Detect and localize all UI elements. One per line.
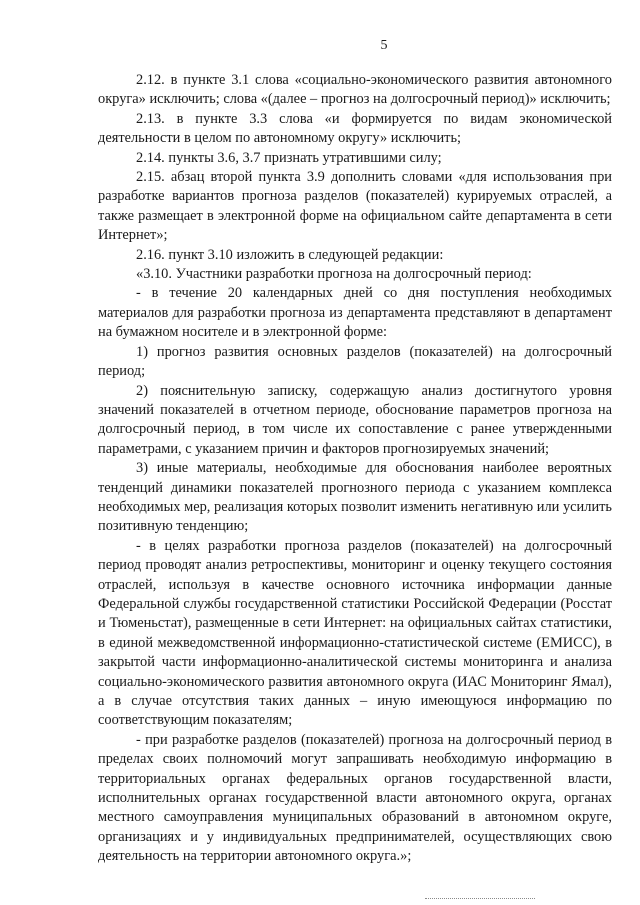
paragraph-item-1: 1) прогноз развития основных разделов (показателей) на долгосрочный период; (98, 343, 612, 380)
paragraph-2-14: 2.14. пункты 3.6, 3.7 признать утратившими силу; (136, 149, 442, 166)
paragraph-2-16: 2.16. пункт 3.10 изложить в следующей редакции: (136, 246, 444, 263)
paragraph-item-2: 2) пояснительную записку, содержащую анализ достигнутого уровня значений показателей в отчетном периоде, обоснование параметров прогноза на долгосрочный период, в том числе их сопоставление с ранее утвержденными параметрами, с указанием причин и факторов прогнозируемых значений; (98, 382, 612, 457)
page-number: 5 (380, 38, 388, 53)
paragraph-2-15: 2.15. абзац второй пункта 3.9 дополнить словами «для использования при разработке вариантов прогноза разделов (показателей) курируемых отраслей, а также размещает в электронной форме на официальном сайте департамента в сети Интернет»; (98, 169, 612, 244)
paragraph-requests: - при разработке разделов (показателей) прогноза на долгосрочный период в пределах своих полномочий могут запрашивать необходимую информацию в территориальных органах федеральных органов государственной власти, исполнительных органах государственной власти автономного округа, органах местного самоуправления муниципальных образований в автономном округе, организациях и у индивидуальных предпринимателей, осуществляющих свою деятельность на территории автономного округа.»; (98, 731, 612, 865)
scan-artifact-line (425, 898, 535, 901)
paragraph-3-10-heading: «3.10. Участники разработки прогноза на долгосрочный период: (136, 266, 532, 283)
paragraph-2-13: 2.13. в пункте 3.3 слова «и формируется по видам экономической деятельности в целом по автономному округу» исключить; (98, 110, 612, 147)
paragraph-item-3: 3) иные материалы, необходимые для обоснования наиболее вероятных тенденций динамики показателей прогнозного периода с указанием комплекса необходимых мер, реализация которых позволит изменить негативную или усилить позитивную тенденцию; (98, 460, 612, 535)
paragraph-submission-term: - в течение 20 календарных дней со дня поступления необходимых материалов для разработки прогноза из департамента представляют в департамент на бумажном носителе и в электронной форме: (98, 285, 612, 341)
paragraph-2-12: 2.12. в пункте 3.1 слова «социально-экономического развития автономного округа» исключить; слова «(далее – прогноз на долгосрочный период)» исключить; (98, 72, 612, 108)
paragraph-analysis: - в целях разработки прогноза разделов (показателей) на долгосрочный период проводят анализ ретроспективы, мониторинг и оценку текущего состояния отраслей, используя в качестве основного источника информации данные Федеральной службы государственной статистики Российской Федерации (Росстат и Тюменьстат), размещенные в сети Интернет: на официальных сайтах статистики, в единой межведомственной информационно-статистической системе (ЕМИСС), в закрытой части информационно-аналитической системы мониторинга и анализа социально-экономического развития автономного округа (ИАС Мониторинг Ямал), а в случае отсутствия таких данных – иную имеющуюся информацию по соответствующим показателям; (98, 537, 612, 729)
